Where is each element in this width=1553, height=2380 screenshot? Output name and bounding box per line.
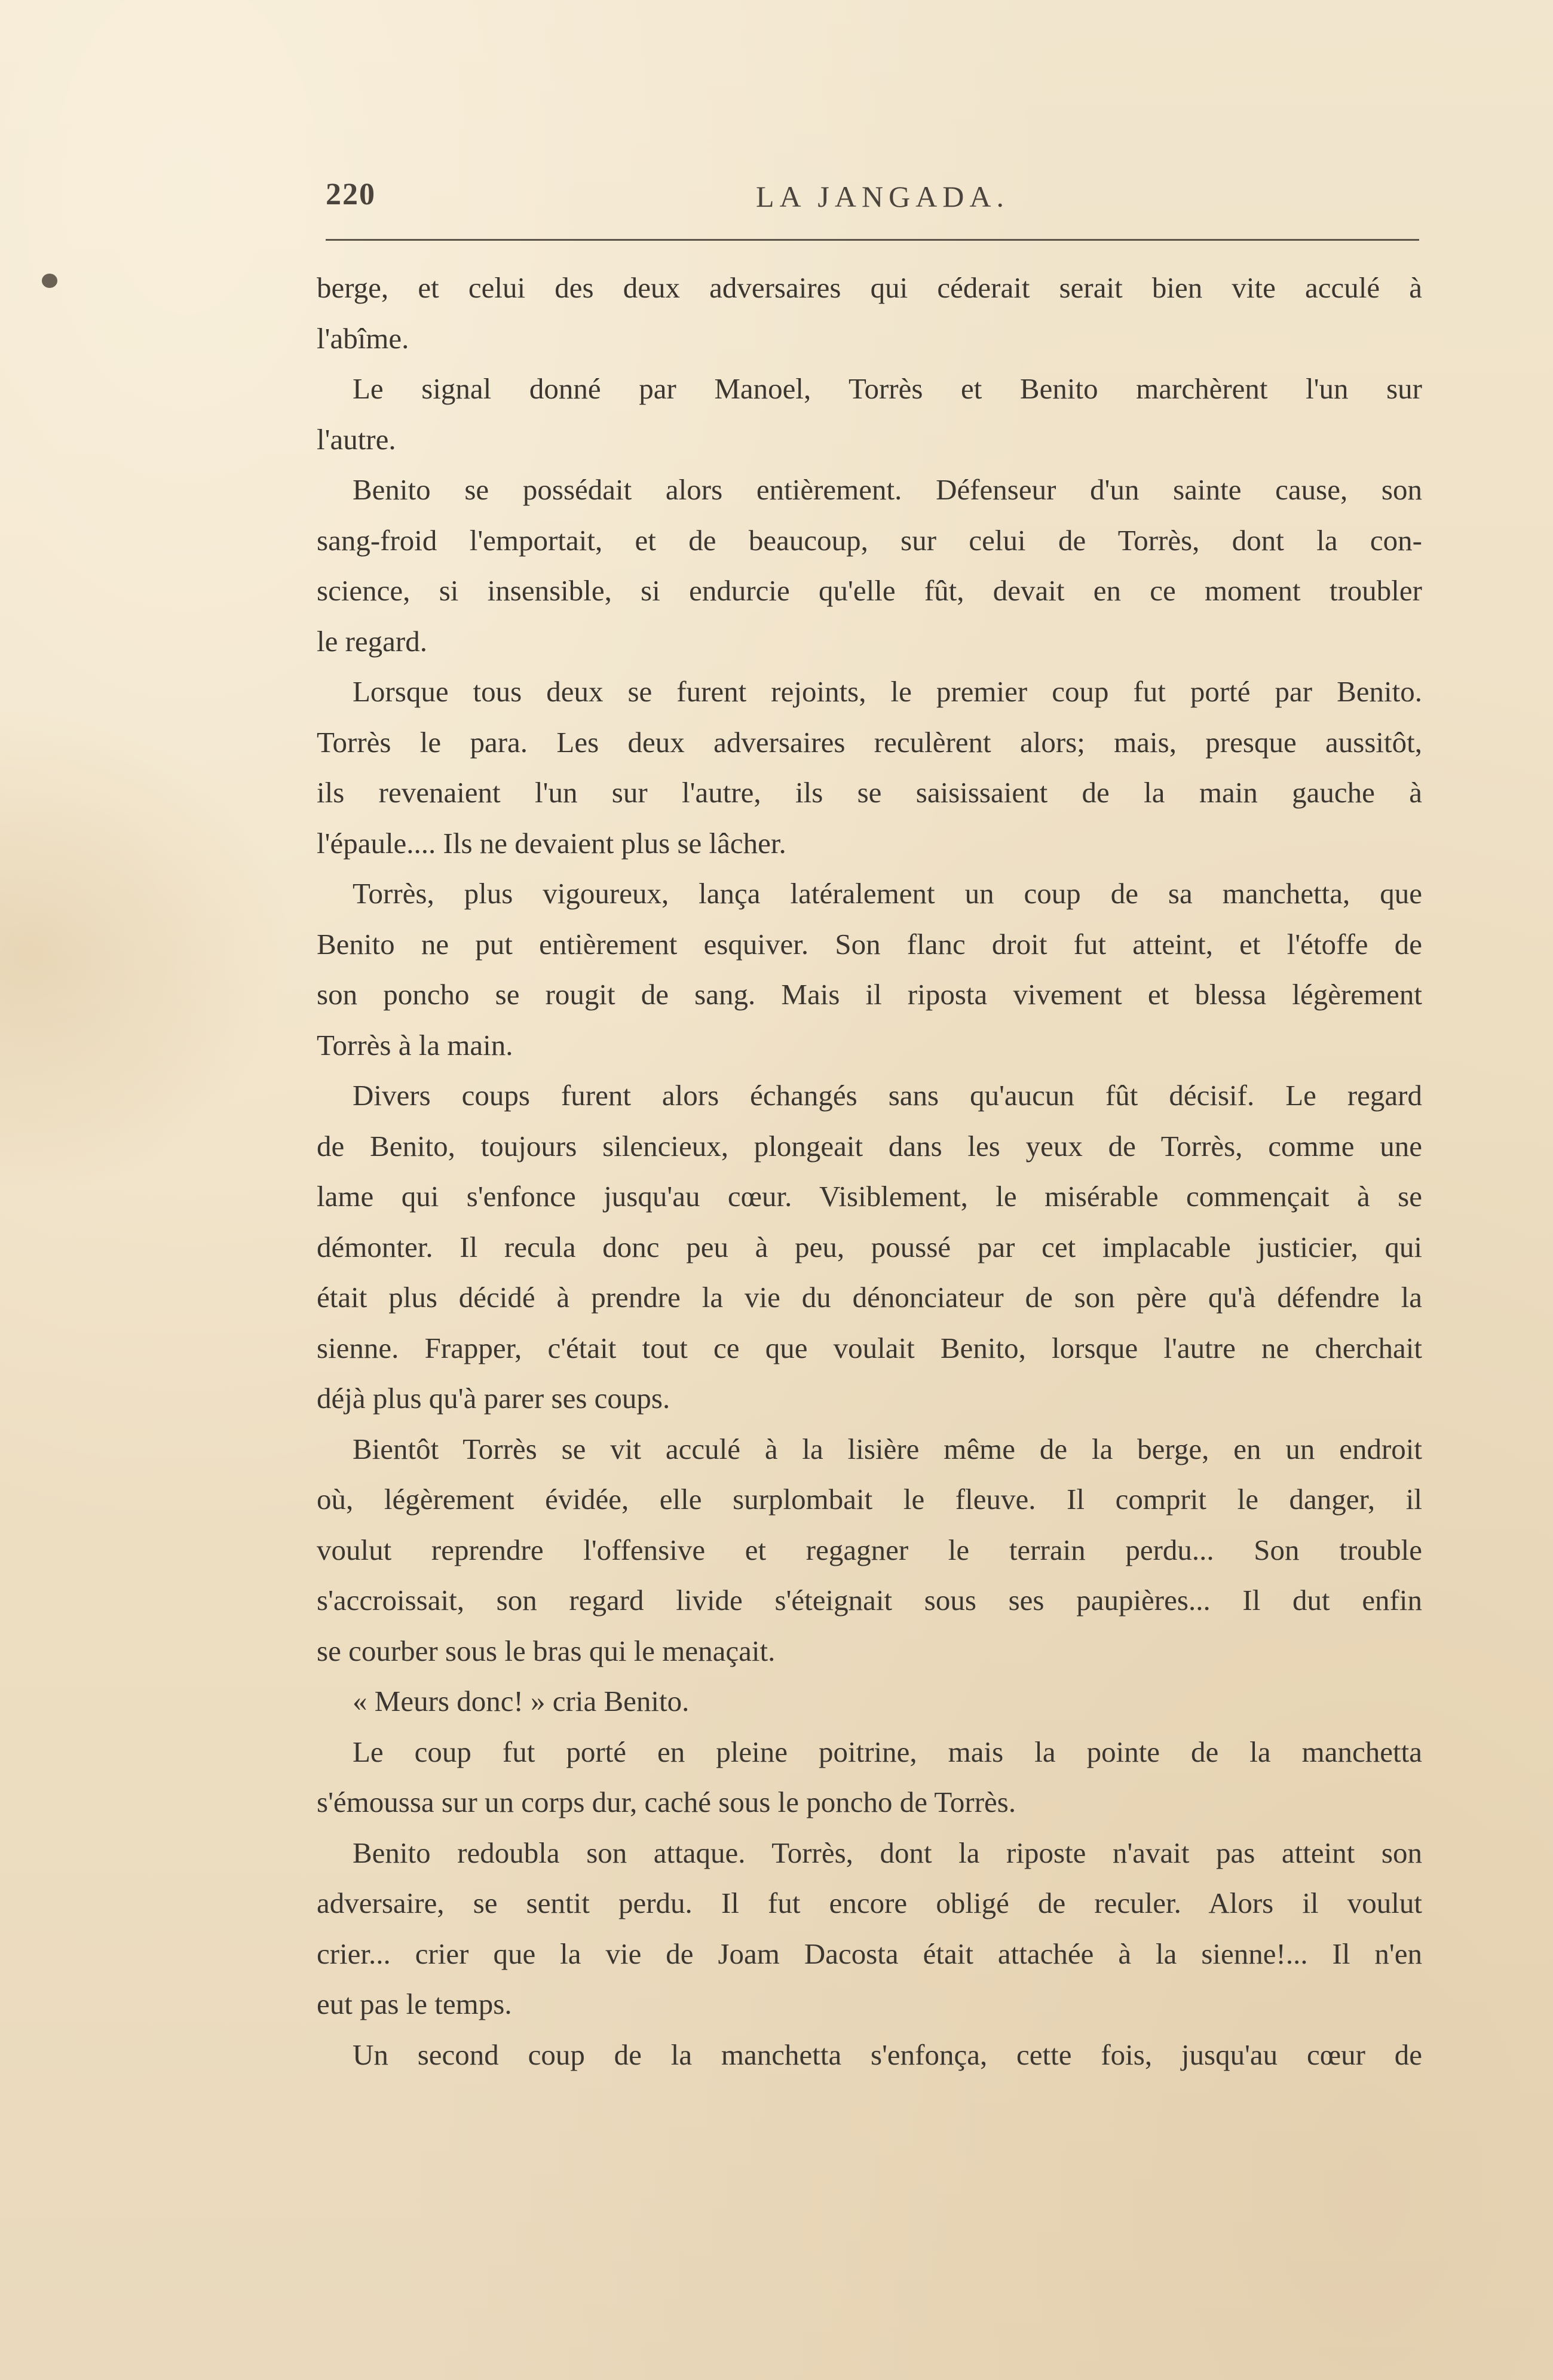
text-line: adversaire, se sentit perdu. Il fut encore obligé de reculer. Alors il voulut xyxy=(317,1887,1422,1919)
text-line: Benito redoubla son attaque. Torrès, dont la riposte n'avait pas atteint son xyxy=(353,1836,1422,1869)
text-line: le regard. xyxy=(317,624,427,658)
text-line: sang-froid l'emportait, et de beaucoup, sur celui de Torrès, dont la con- xyxy=(317,523,1422,557)
page-header xyxy=(326,177,1419,225)
text-line: l'autre. xyxy=(317,422,396,456)
text-line: Torrès, plus vigoureux, lança latéralement un coup de sa manchetta, que xyxy=(353,877,1422,910)
text-line: s'émoussa sur un corps dur, caché sous le poncho de Torrès. xyxy=(317,1786,1016,1818)
running-title: LA JANGADA. xyxy=(756,180,1009,213)
text-line: Benito ne put entièrement esquiver. Son flanc droit fut atteint, et l'étoffe de xyxy=(317,927,1422,961)
text-line: berge, et celui des deux adversaires qui céderait serait bien vite acculé à xyxy=(317,271,1422,304)
text-line: Torrès le para. Les deux adversaires reculèrent alors; mais, presque aussitôt, xyxy=(317,725,1422,759)
text-line: Divers coups furent alors échangés sans qu'aucun fût décisif. Le regard xyxy=(353,1079,1422,1112)
text-line: Le signal donné par Manoel, Torrès et Benito marchèrent l'un sur xyxy=(353,372,1422,405)
text-line: de Benito, toujours silencieux, plongeait dans les yeux de Torrès, comme une xyxy=(317,1129,1422,1163)
text-line: sienne. Frapper, c'était tout ce que voulait Benito, lorsque l'autre ne cherchait xyxy=(317,1331,1422,1364)
text-line: l'abîme. xyxy=(317,321,409,355)
text-line: voulut reprendre l'offensive et regagner le terrain perdu... Son trouble xyxy=(317,1533,1422,1566)
text-line: lame qui s'enfonce jusqu'au cœur. Visiblement, le misérable commençait à se xyxy=(317,1180,1422,1213)
text-line: s'accroissait, son regard livide s'éteignait sous ses paupières... Il dut enfin xyxy=(317,1584,1422,1617)
text-line: l'épaule.... Ils ne devaient plus se lâcher. xyxy=(317,826,786,860)
page-number: 220 xyxy=(326,177,376,211)
text-line: Torrès à la main. xyxy=(317,1028,513,1062)
text-line: où, légèrement évidée, elle surplombait le fleuve. Il comprit le danger, il xyxy=(317,1483,1422,1516)
text-line: crier... crier que la vie de Joam Dacosta était attachée à la sienne!... Il n'en xyxy=(317,1937,1422,1970)
text-line: science, si insensible, si endurcie qu'elle fût, devait en ce moment troubler xyxy=(317,574,1422,607)
text-line: ils revenaient l'un sur l'autre, ils se saisissaient de la main gauche à xyxy=(317,776,1422,809)
text-line: eut pas le temps. xyxy=(317,1988,512,2020)
text-line: son poncho se rougit de sang. Mais il riposta vivement et blessa légèrement xyxy=(317,978,1422,1011)
text-line: « Meurs donc! » cria Benito. xyxy=(353,1685,690,1717)
text-line: Lorsque tous deux se furent rejoints, le premier coup fut porté par Benito. xyxy=(353,675,1422,708)
ink-spot xyxy=(42,274,57,288)
text-line: se courber sous le bras qui le menaçait. xyxy=(317,1634,776,1667)
text-line: Bientôt Torrès se vit acculé à la lisière même de la berge, en un endroit xyxy=(353,1432,1422,1465)
text-line: Le coup fut porté en pleine poitrine, mais la pointe de la manchetta xyxy=(353,1735,1422,1768)
body-text xyxy=(317,263,1422,2080)
text-line: déjà plus qu'à parer ses coups. xyxy=(317,1382,670,1415)
text-line: Benito se possédait alors entièrement. Défenseur d'un sainte cause, son xyxy=(353,473,1422,506)
text-line: était plus décidé à prendre la vie du dénonciateur de son père qu'à défendre la xyxy=(317,1281,1422,1314)
header-rule xyxy=(326,239,1419,241)
text-line: Un second coup de la manchetta s'enfonça, cette fois, jusqu'au cœur de xyxy=(353,2038,1422,2071)
text-line: démonter. Il recula donc peu à peu, poussé par cet implacable justicier, qui xyxy=(317,1230,1422,1263)
